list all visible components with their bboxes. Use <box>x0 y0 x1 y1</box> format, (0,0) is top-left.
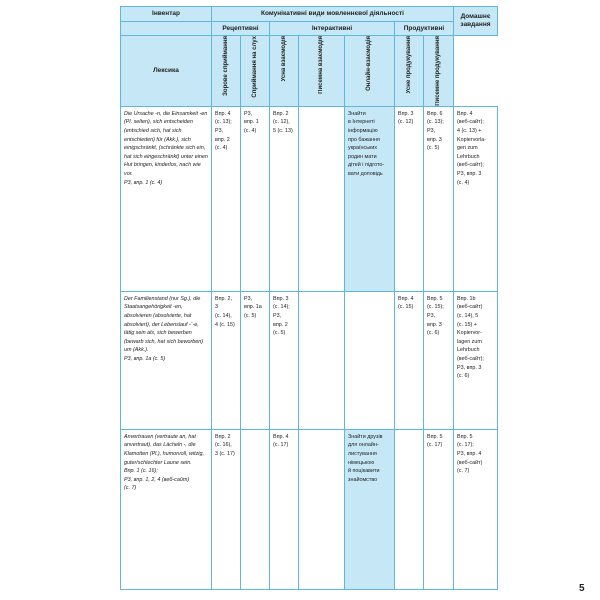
page-number: 5 <box>579 583 585 594</box>
online-interaction-cell: Знайти друзів для онлайн- листування німецькою й поцікавити знайомство <box>345 429 395 589</box>
oral-interaction-cell: Впр. 3 (с. 14); P3, впр. 2 (с. 5) <box>270 291 299 429</box>
subheader-listening: Сприймання на слух <box>251 36 258 98</box>
curriculum-table <box>120 6 498 590</box>
homework-cell: Впр. 1b (веб-сайт) (с. 14), 5 (с. 15) + Kopiervor- lagen zum Lehrbuch (веб-сайт); P3, впр. 3 (с. 6) <box>454 291 498 429</box>
listening-cell: P3, впр. 1а (с. 5) <box>241 291 270 429</box>
written-production-cell: Впр. 5 (с. 17) <box>424 429 454 589</box>
table-row <box>121 291 498 429</box>
written-interaction-cell <box>299 106 345 291</box>
table-row <box>121 429 498 589</box>
receptive-header: Рецептивні <box>212 22 270 36</box>
written-production-cell: Впр. 5 (с. 15); P3, впр. 3 (с. 6) <box>424 291 454 429</box>
online-interaction-cell: Знайти в Інтернеті інформацію про бажання українських родин мати дітей і підгото- вати доповідь <box>345 106 395 291</box>
oral-production-cell: Впр. 3 (с. 12) <box>395 106 424 291</box>
activities-header: Комунікативні види мовленнєвої діяльності <box>212 7 454 22</box>
homework-cell: Впр. 4 (веб-сайт); 4 (с. 13) + Kopiervorla- gen zum Lehrbuch (веб-сайт); P3, впр. 3 (с. 4) <box>454 106 498 291</box>
subheader-written-interaction: Писемна взаємодія <box>318 36 324 94</box>
subheader-oral-interaction: Усна взаємодія <box>280 36 287 82</box>
subheader-visual-reception: Зорове сприймання <box>222 36 229 96</box>
oral-production-cell: Впр. 4 (с. 15) <box>395 291 424 429</box>
subheader-written-production: Писемне продукування <box>435 36 441 106</box>
lexis-cell: Der Familienstand (nur Sg.), die Staatsangehörigkeit -en, absolvieren (absolvierte, hat absolviert), der Lebenslauf -¨-e, tätig sein als, sich bewerben (bewarb sich, hat sich beworben) um (Akk.). P3, впр. 1а (с. 5) <box>121 291 212 429</box>
online-interaction-cell <box>345 291 395 429</box>
header-spacer <box>121 22 212 36</box>
written-production-cell: Впр. 6 (с. 13); P3, впр. 3 (с. 5) <box>424 106 454 291</box>
table-row <box>121 106 498 291</box>
interactive-header: Інтерактивні <box>270 22 395 36</box>
lexis-cell: Die Ursache -n, die Einsamkeit -en (Pl. selten), sich entscheiden (entschied sich, hat sich entschieden) für (Akk.), sich einigschränkt, (schränkte sich ein, hat sich eingeschränkt) unter einen Hut bringen, kinderlos, nach wie vor. P3, впр. 1 (с. 4) <box>121 106 212 291</box>
lexis-cell: Anvertrauen (vertraute an, hat anvertraut), das Lächeln -, die Klamotten (Pl.), humorvoll, witzig, guter/schlechter Laune sein. Впр. 1 (с. 16); P3, впр. 1, 2, 4 (веб-сайт) (с. 7) <box>121 429 212 589</box>
written-interaction-cell <box>299 291 345 429</box>
lexis-header: Лексика <box>121 36 212 107</box>
homework-header: Домашнє завдання <box>454 7 498 36</box>
productive-header: Продуктивні <box>395 22 454 36</box>
oral-interaction-cell: Впр. 2 (с. 12), 5 (с. 13) <box>270 106 299 291</box>
written-interaction-cell <box>299 429 345 589</box>
homework-cell: Впр. 5 (с. 17); P3, впр. 4 (веб-сайт) (с. 7) <box>454 429 498 589</box>
subheader-online-interaction: Онлайн-взаємодія <box>366 36 372 91</box>
subheader-oral-production: Усне продукування <box>405 36 412 94</box>
listening-cell <box>241 429 270 589</box>
visual-reception-cell: Впр. 4 (с. 13); P3, впр. 2 (с. 4) <box>212 106 241 291</box>
visual-reception-cell: Впр. 2 (с. 16), 3 (с. 17) <box>212 429 241 589</box>
inventory-header: Інвентар <box>121 7 212 22</box>
listening-cell: P3, впр. 1 (с. 4) <box>241 106 270 291</box>
oral-interaction-cell: Впр. 4 (с. 17) <box>270 429 299 589</box>
oral-production-cell <box>395 429 424 589</box>
visual-reception-cell: Впр. 2, 3 (с. 14), 4 (с. 15) <box>212 291 241 429</box>
